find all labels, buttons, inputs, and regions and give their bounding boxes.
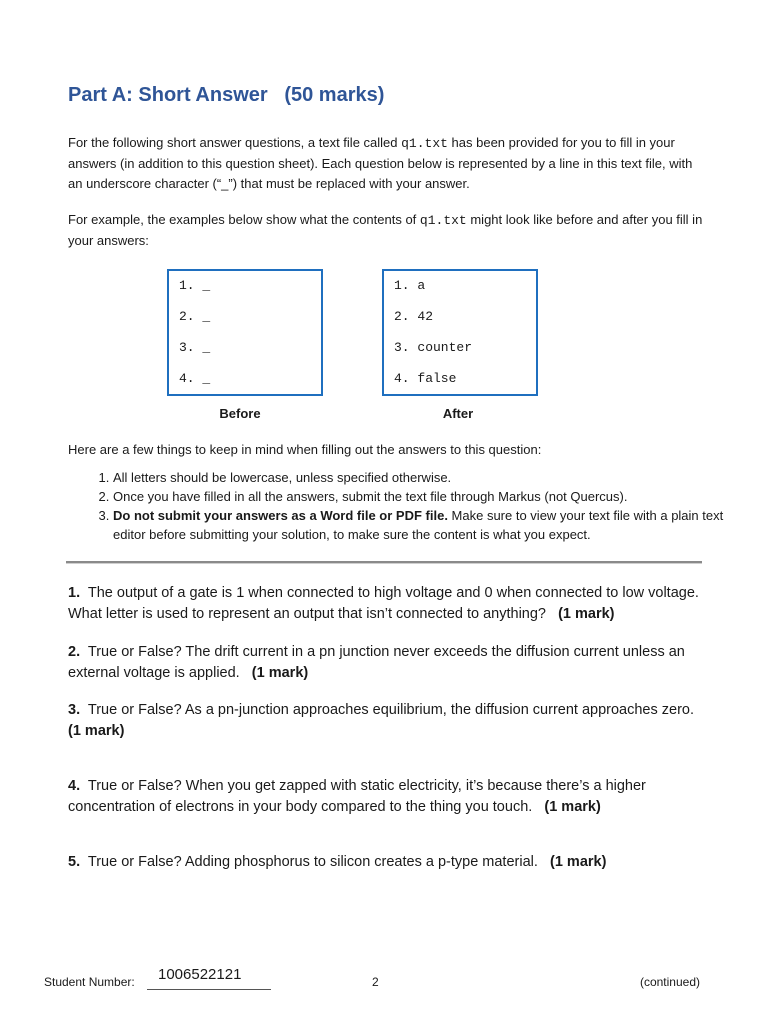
question-2: 2. True or False? The drift current in a pn junction never exceeds the diffusion current unless an external voltage is applied. (1 mark) [68, 644, 685, 681]
example-line: 1. a [394, 278, 426, 293]
student-number-value: 1006522121 [158, 966, 242, 983]
tips-list [68, 468, 753, 544]
example-line: 2. 42 [394, 309, 434, 324]
part-marks: (50 marks) [284, 84, 385, 106]
student-number-underline [147, 989, 271, 990]
continued-label: (continued) [639, 975, 700, 989]
student-number-label: Student Number: [44, 975, 135, 989]
example-after-box [382, 269, 538, 396]
list-item: 3. Do not submit your answers as a Word file or PDF file. Make sure to view your text file with a plain text editor before submitting your solution, to make sure the content is what you expect. [113, 506, 753, 544]
example-line: 4. _ [179, 371, 211, 386]
example-line: 4. false [394, 371, 457, 386]
page-title [68, 84, 384, 107]
list-item: 1. All letters should be lowercase, unless specified otherwise. [113, 468, 753, 487]
filename: q1.txt [419, 213, 467, 228]
list-item: 2. Once you have filled in all the answers, submit the text file through Markus (not Quercus). [113, 487, 753, 506]
part-title: Part A: Short Answer [68, 84, 268, 106]
example-line: 2. _ [179, 309, 211, 324]
example-line: 1. _ [179, 278, 211, 293]
page-number: 2 [372, 975, 379, 989]
question-5: 5. True or False? Adding phosphorus to silicon creates a p-type material. (1 mark) [68, 854, 607, 870]
filename: q1.txt [401, 136, 448, 151]
intro-paragraph-1: For the following short answer questions, a text file called q1.txt has been provided for you to fill in your answers (in addition to this question sheet). Each question below is represented by a line in this text file, with an underscore character (“_”) that must be replaced with your answer. [68, 135, 693, 191]
after-caption: After [442, 406, 474, 421]
example-before-box [167, 269, 323, 396]
before-caption: Before [219, 406, 261, 421]
intro-paragraph-2: For example, the examples below show what the contents of q1.txt might look like before and after you fill in your answers: [68, 212, 703, 248]
tips-intro: Here are a few things to keep in mind when filling out the answers to this question: [68, 442, 542, 457]
example-line: 3. counter [394, 340, 473, 355]
question-1: 1. The output of a gate is 1 when connected to high voltage and 0 when connected to low voltage. What letter is used to represent an output that isn’t connected to anything? (1 mark) [68, 585, 699, 622]
divider [66, 561, 702, 564]
question-3: 3. True or False? As a pn-junction approaches equilibrium, the diffusion current approaches zero. (1 mark) [68, 702, 695, 739]
question-4: 4. True or False? When you get zapped with static electricity, it’s because there’s a higher concentration of electrons in your body compared to the thing you touch. (1 mark) [68, 778, 646, 815]
example-line: 3. _ [179, 340, 211, 355]
